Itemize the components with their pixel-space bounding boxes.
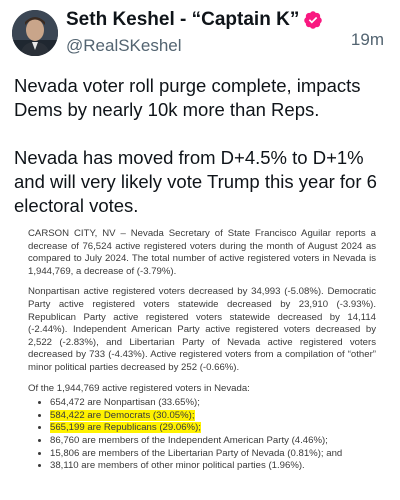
doc-paragraph: CARSON CITY, NV – Nevada Secretary of State Francisco Aguilar reports a decrease of 76,524 active registered voters during the month of August 2024 as compared to July 2024. The total number of active registered voters in Nevada is 1,944,769, a decrease of (-3.79%). — [28, 228, 376, 277]
tweet-paragraph: Nevada voter roll purge complete, impacts Dems by nearly 10k more than Reps. — [14, 75, 361, 120]
doc-list-item — [50, 460, 376, 473]
doc-list-item — [50, 448, 376, 461]
doc-list-text: 86,760 are members of the Independent American Party (4.46%); — [50, 434, 328, 446]
author-name-row — [66, 9, 323, 31]
attached-document-image[interactable] — [14, 228, 390, 500]
tweet-paragraph: Nevada has moved from D+4.5% to D+1% and will very likely vote Trump this year for 6 electoral votes. — [14, 147, 377, 216]
tweet-text — [14, 74, 390, 242]
doc-list-item — [50, 397, 376, 410]
doc-list-item — [50, 435, 376, 448]
doc-list-text-highlighted: 565,199 are Republicans (29.06%); — [50, 422, 201, 434]
timestamp[interactable]: 19m — [350, 30, 384, 49]
doc-paragraph: Of the 1,944,769 active registered voters in Nevada: — [28, 382, 250, 394]
avatar[interactable] — [12, 10, 58, 56]
author-name[interactable]: Seth Keshel - “Captain K” — [66, 9, 300, 30]
doc-list-text-highlighted: 584,422 are Democrats (30.05%); — [50, 409, 195, 421]
doc-list — [28, 397, 376, 473]
doc-list-text: 654,472 are Nonpartisan (33.65%); — [50, 397, 200, 409]
doc-paragraph: Nonpartisan active registered voters decreased by 34,993 (-5.08%). Democratic Party active registered voters statewide decreased by 23,910 (-3.93%). Republican Party active registered voters statewide decreased by 14,114 (-2.44%). Independent American Party active registered voters decreased by 2,522 (-2.83%), and Libertarian Party of Nevada active registered voters decreased by 733 (-4.43%). Active registered voters from a compilation of “other” minor political parties decreased by 252 (-0.66%). — [28, 286, 376, 373]
doc-list-item — [50, 422, 376, 435]
verified-badge-icon — [303, 10, 323, 30]
avatar-image — [12, 10, 58, 56]
author-handle[interactable]: @RealSKeshel — [66, 36, 182, 55]
doc-list-text: 15,806 are members of the Libertarian Party of Nevada (0.81%); and — [50, 447, 343, 459]
doc-list-item — [50, 410, 376, 423]
doc-list-text: 38,110 are members of other minor political parties (1.96%). — [50, 460, 305, 472]
